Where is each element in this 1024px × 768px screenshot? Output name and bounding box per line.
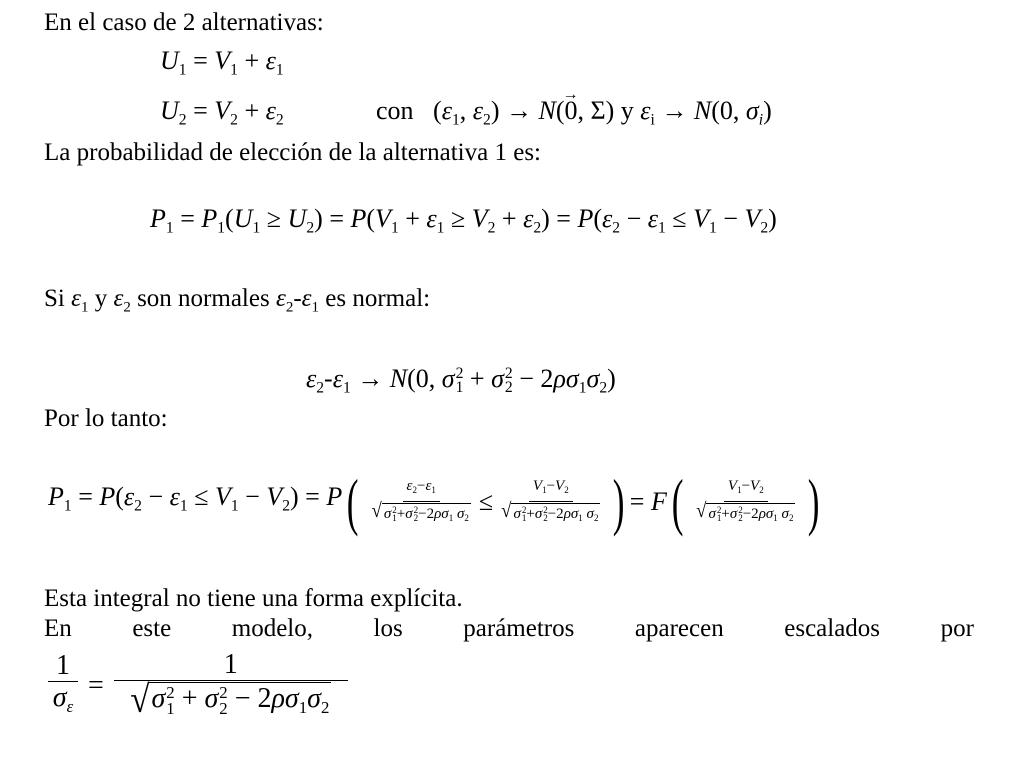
y-word-2: y [94, 285, 108, 312]
inverse-scale-fraction: $\frac{1}{\sigma_\varepsilon}$ [48, 651, 78, 722]
word: escalados [784, 615, 881, 642]
standardized-utility-fraction: $V_1-V_2$ √ σ 2 1 +σ 2 2 $-2\rho\sigma_1$ $\sigma_2$ [497, 477, 604, 526]
probability-equation: $P_1 = P_1(U_1 \ge U_2) = P(V_1 + \varepsilon_1 \ge V_2 + \varepsilon_2) = P(\varepsilon_2 - \varepsilon_1 \le V_1 - V_2)$ [150, 204, 777, 237]
word: En [44, 615, 72, 642]
word: parámetros [463, 615, 575, 642]
word: este [132, 615, 172, 642]
si-word: Si [44, 285, 65, 312]
difference-distribution-equation: $\varepsilon_2-\varepsilon_1 \to N(0$, σ 2 1 + σ 2 2 − $2\rho\sigma_1\sigma_2$) [306, 364, 616, 397]
integral-text: Esta integral no tiene una forma explícita. [44, 585, 463, 612]
intro-text: En el caso de 2 alternativas: [44, 9, 324, 36]
con-word: con [376, 96, 414, 125]
scale-formula: $\frac{1}{\sigma_\varepsilon}$ = 1 √ σ 2 1 + σ 2 2 − $2\rho\sigma_1\sigma_2$ [44, 650, 352, 723]
scale-denominator-fraction: 1 √ σ 2 1 + σ 2 2 − $2\rho\sigma_1\sigma_2$ [114, 650, 348, 723]
therefore-text: Por lo tanto: [44, 405, 168, 432]
word: los [373, 615, 403, 642]
word: por [940, 615, 974, 642]
utility-equation-2: $U_2 = V_2 + \varepsilon_2$ [160, 96, 284, 129]
scaled-parameters-text [44, 614, 974, 644]
normality-statement: Si $\varepsilon_1$ y $\varepsilon_2$ son normales $\varepsilon_2-\varepsilon_1$ es normal: [44, 285, 431, 316]
standardized-error-fraction: $\varepsilon_2-\varepsilon_1$ √ σ 2 1 +σ 2 2 $-2\rho\sigma_1$ $\sigma_2$ [368, 477, 475, 526]
distribution-statement: con ($\varepsilon_1$, $\varepsilon_2) \to N(\to 0$, Σ) y $\varepsilon_i \to N(0$, $\sigma_i$) [376, 96, 772, 135]
y-word: y [620, 96, 634, 125]
son-normales-text: son normales [137, 285, 270, 312]
word: aparecen [634, 615, 724, 642]
probability-intro-text: La probabilidad de elección de la alternativa 1 es: [44, 139, 541, 166]
standardized-probability-equation: $P_1 = P(\varepsilon_2 - \varepsilon_1 \le V_1 - V_2) = P$ ( $\varepsilon_2-\varepsilon_1$ √ σ 2 1 +σ 2 2 $-2\rho\sigma_1$ $\sigma_2$ ≤ $V_1-V_2$ √ σ 2 1 +σ 2 2 $-2\rho\sigma_1$ $\sigma_2$ ) = F ( $V_1-V_2$ √ σ 2 1 +σ 2 2 $-2\rho\sigma_1$ $\sigma_2$ ) [48, 466, 820, 537]
word: modelo, [231, 615, 313, 642]
utility-equation-1: $U_1 = V_1 + \varepsilon_1$ [160, 46, 284, 79]
cdf-argument-fraction: $V_1-V_2$ √ σ 2 1 +σ 2 2 $-2\rho\sigma_1$ $\sigma_2$ [692, 477, 799, 526]
es-normal-text: es normal: [325, 285, 431, 312]
